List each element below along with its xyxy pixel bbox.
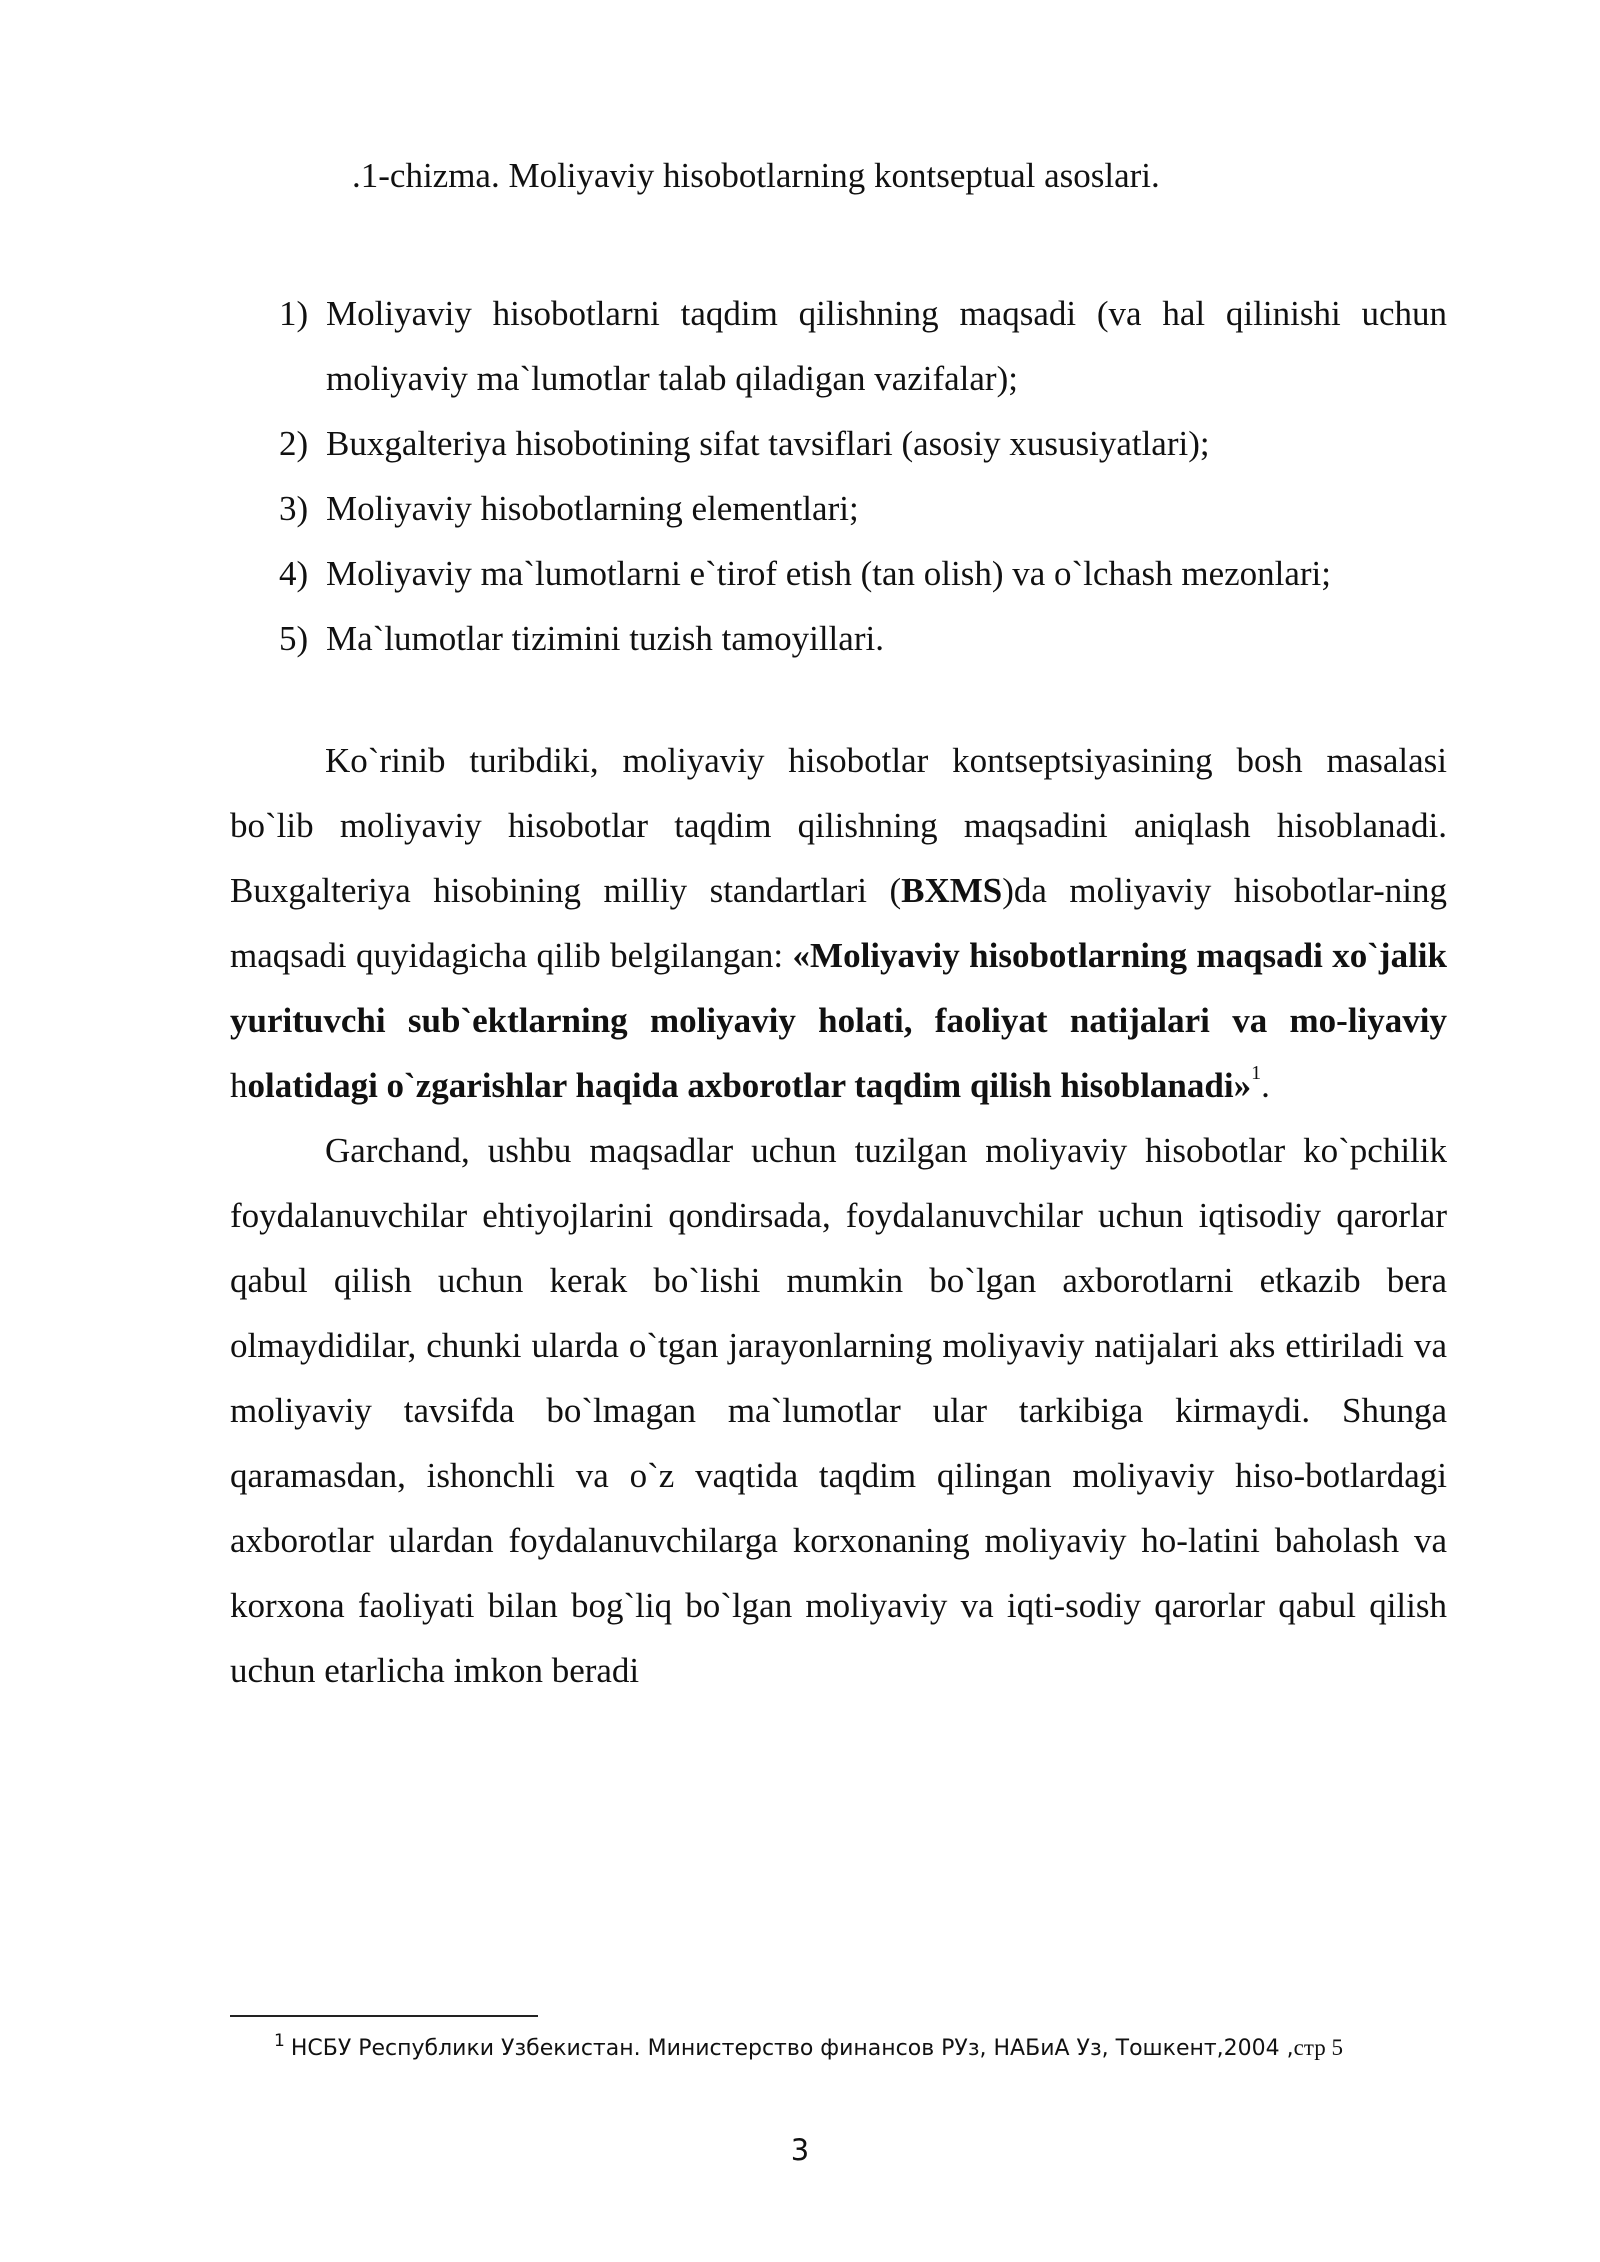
paragraph-text: )da moliyaviy hisobotlar-ning maqsadi quyidagicha qilib belgilangan: [230, 871, 1447, 975]
list-item-number: 5) [279, 619, 309, 658]
footnote-reference[interactable]: 1 [1251, 1062, 1262, 1084]
body-text [230, 728, 1447, 1703]
footnote-page: стр 5 [1293, 2035, 1343, 2060]
paragraph-objective [230, 728, 1447, 1118]
paragraph-end: . [1261, 1066, 1270, 1105]
quote-letter: h [230, 1066, 248, 1105]
list-item-number: 3) [279, 489, 309, 528]
list-item-number: 2) [279, 424, 309, 463]
footnote-text: НСБУ Республики Узбекистан. Министерство финансов РУз, НАБиА Уз, Тошкент,2004 , [290, 2036, 1294, 2061]
list-item [279, 476, 1447, 541]
paragraph-users: Garchand, ushbu maqsadlar uchun tuzilgan moliyaviy hisobotlar ko`pchilik foydalanuvchilar ehtiyojlarini qondirsada, foydalanuvchilar uchun iqtisodiy qarorlar qabul qilish uchun kerak bo`lishi mumkin bo`lgan axborotlarni etkazib bera olmaydidilar, chunki ularda o`tgan jarayonlarning moliyaviy natijalari aks ettiriladi va moliyaviy tavsifda bo`lmagan ma`lumotlar ular tarkibiga kirmaydi. Shunga qaramasdan, ishonchli va o`z vaqtida taqdim qilingan moliyaviy hiso-botlardagi axborotlar ulardan foydalanuvchilarga korxonaning moliyaviy ho-latini baholash va korxona faoliyati bilan bog`liq bo`lgan moliyaviy va iqti-sodiy qarorlar qabul qilish uchun etarlicha imkon beradi [230, 1131, 1447, 1690]
bold-quote: olatidagi o`zgarishlar haqida axborotlar taqdim qilish hisoblanadi» [247, 1066, 1252, 1105]
list-item [279, 606, 1447, 671]
list-item-text: Moliyaviy ma`lumotlarni e`tirof etish (tan olish) va o`lchash mezonlari; [326, 554, 1332, 593]
bold-quote: «Moliyaviy hisobotlarning maqsadi xo`jalik yurituvchi sub`ektlarning moliyaviy holati, faoliyat natijalari va mo-liyaviy [230, 936, 1447, 1040]
list-item-text: Moliyaviy hisobotlarni taqdim qilishning maqsadi (va hal qilinishi uchun moliyaviy ma`lumotlar talab qiladigan vazifalar); [326, 294, 1447, 398]
bxms-abbreviation: BXMS [901, 871, 1003, 910]
list-item-text: Moliyaviy hisobotlarning elementlari; [326, 489, 859, 528]
list-item-number: 4) [279, 554, 309, 593]
footnote [274, 2031, 1343, 2066]
list-item [279, 541, 1447, 606]
footnote-number: 1 [274, 2031, 285, 2051]
concept-list [279, 281, 1447, 671]
list-item [279, 281, 1447, 411]
list-item-text: Buxgalteriya hisobotining sifat tavsiflari (asosiy xususiyatlari); [326, 424, 1210, 463]
list-item-number: 1) [279, 294, 309, 333]
page-number: 3 [790, 2133, 810, 2167]
figure-caption: .1-chizma. Moliyaviy hisobotlarning kontseptual asoslari. [352, 156, 1160, 195]
paragraph-text: Ko`rinib turibdiki, moliyaviy hisobotlar kontseptsiyasining bosh masalasi bo`lib moliyaviy hisobotlar taqdim qilishning maqsadini aniqlash hisoblanadi. Buxgalteriya hisobining milliy standartlari ( [230, 741, 1447, 910]
list-item [279, 411, 1447, 476]
footnote-separator [230, 2015, 538, 2017]
list-item-text: Ma`lumotlar tizimini tuzish tamoyillari. [326, 619, 884, 658]
